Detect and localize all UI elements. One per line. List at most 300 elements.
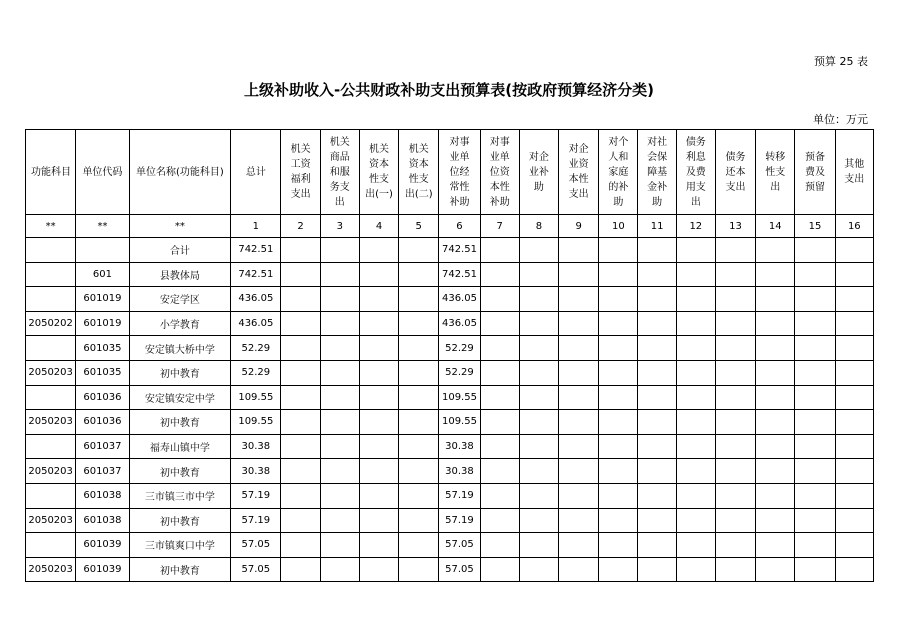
empty-cell [599, 508, 638, 533]
empty-cell [715, 385, 755, 410]
unit-code-cell: 601019 [76, 287, 129, 312]
empty-cell [320, 262, 359, 287]
column-header: 转移性支出 [756, 130, 795, 215]
index-cell: 7 [480, 215, 519, 238]
empty-cell [835, 410, 873, 435]
column-header: 机关工资福利支出 [281, 130, 320, 215]
empty-cell [835, 483, 873, 508]
empty-cell [756, 459, 795, 484]
function-code-cell [26, 287, 76, 312]
empty-cell [638, 360, 676, 385]
table-row [26, 385, 874, 410]
table-row [26, 238, 874, 263]
empty-cell [835, 311, 873, 336]
empty-cell [599, 434, 638, 459]
public-institution-subsidy-cell: 30.38 [439, 434, 480, 459]
unit-name-cell: 安定镇安定中学 [129, 385, 231, 410]
column-header: 单位名称(功能科目) [129, 130, 231, 215]
function-code-cell [26, 336, 76, 361]
empty-cell [399, 262, 439, 287]
unit-name-cell: 安定学区 [129, 287, 231, 312]
empty-cell [638, 336, 676, 361]
empty-cell [359, 410, 398, 435]
empty-cell [676, 533, 715, 558]
empty-cell [638, 287, 676, 312]
table-body [26, 238, 874, 582]
empty-cell [281, 262, 320, 287]
empty-cell [638, 508, 676, 533]
public-institution-subsidy-cell: 52.29 [439, 360, 480, 385]
empty-cell [480, 238, 519, 263]
unit-name-cell: 三市镇爽口中学 [129, 533, 231, 558]
column-header: 机关资本性支出(二) [399, 130, 439, 215]
total-cell: 109.55 [231, 410, 281, 435]
function-code-cell [26, 238, 76, 263]
index-cell: 15 [795, 215, 835, 238]
unit-name-cell: 县教体局 [129, 262, 231, 287]
empty-cell [676, 336, 715, 361]
total-cell: 30.38 [231, 459, 281, 484]
unit-name-cell: 福寿山镇中学 [129, 434, 231, 459]
empty-cell [519, 311, 558, 336]
empty-cell [599, 336, 638, 361]
column-header: 预备费及预留 [795, 130, 835, 215]
index-cell: 2 [281, 215, 320, 238]
empty-cell [559, 385, 599, 410]
total-cell: 57.19 [231, 508, 281, 533]
table-row [26, 533, 874, 558]
empty-cell [795, 434, 835, 459]
empty-cell [559, 336, 599, 361]
empty-cell [320, 336, 359, 361]
unit-name-cell: 合计 [129, 238, 231, 263]
empty-cell [281, 508, 320, 533]
empty-cell [676, 311, 715, 336]
public-institution-subsidy-cell: 57.05 [439, 533, 480, 558]
empty-cell [399, 557, 439, 582]
empty-cell [599, 360, 638, 385]
empty-cell [281, 336, 320, 361]
index-cell: 4 [359, 215, 398, 238]
empty-cell [399, 459, 439, 484]
budget-table [25, 129, 874, 582]
empty-cell [320, 459, 359, 484]
empty-cell [359, 360, 398, 385]
empty-cell [480, 287, 519, 312]
empty-cell [320, 434, 359, 459]
column-header: 单位代码 [76, 130, 129, 215]
table-row [26, 508, 874, 533]
function-code-cell: 2050203 [26, 410, 76, 435]
empty-cell [519, 360, 558, 385]
unit-name-cell: 初中教育 [129, 410, 231, 435]
empty-cell [715, 311, 755, 336]
empty-cell [359, 262, 398, 287]
empty-cell [795, 533, 835, 558]
empty-cell [320, 533, 359, 558]
total-cell: 30.38 [231, 434, 281, 459]
total-cell: 742.51 [231, 262, 281, 287]
empty-cell [756, 483, 795, 508]
public-institution-subsidy-cell: 436.05 [439, 287, 480, 312]
column-header: 对企业资本性支出 [559, 130, 599, 215]
empty-cell [281, 459, 320, 484]
unit-label: 单位：万元 [813, 113, 868, 126]
unit-code-cell: 601038 [76, 483, 129, 508]
empty-cell [559, 434, 599, 459]
empty-cell [399, 410, 439, 435]
unit-code-cell: 601037 [76, 434, 129, 459]
unit-code-cell: 601039 [76, 533, 129, 558]
empty-cell [519, 483, 558, 508]
public-institution-subsidy-cell: 57.19 [439, 508, 480, 533]
empty-cell [359, 311, 398, 336]
empty-cell [676, 557, 715, 582]
empty-cell [676, 508, 715, 533]
empty-cell [399, 533, 439, 558]
empty-cell [480, 533, 519, 558]
empty-cell [599, 410, 638, 435]
empty-cell [359, 557, 398, 582]
empty-cell [281, 557, 320, 582]
empty-cell [320, 508, 359, 533]
empty-cell [835, 533, 873, 558]
empty-cell [756, 238, 795, 263]
empty-cell [676, 410, 715, 435]
empty-cell [715, 410, 755, 435]
empty-cell [559, 311, 599, 336]
empty-cell [559, 238, 599, 263]
table-row [26, 483, 874, 508]
empty-cell [715, 336, 755, 361]
empty-cell [795, 287, 835, 312]
empty-cell [756, 557, 795, 582]
empty-cell [676, 459, 715, 484]
empty-cell [281, 385, 320, 410]
unit-code-cell: 601038 [76, 508, 129, 533]
public-institution-subsidy-cell: 742.51 [439, 262, 480, 287]
total-cell: 52.29 [231, 336, 281, 361]
empty-cell [281, 410, 320, 435]
empty-cell [599, 533, 638, 558]
empty-cell [519, 336, 558, 361]
empty-cell [835, 385, 873, 410]
empty-cell [320, 410, 359, 435]
empty-cell [281, 360, 320, 385]
empty-cell [399, 434, 439, 459]
empty-cell [795, 459, 835, 484]
function-code-cell: 2050203 [26, 508, 76, 533]
empty-cell [281, 483, 320, 508]
table-row [26, 287, 874, 312]
function-code-cell [26, 483, 76, 508]
empty-cell [795, 410, 835, 435]
empty-cell [559, 287, 599, 312]
empty-cell [835, 360, 873, 385]
empty-cell [599, 311, 638, 336]
empty-cell [480, 385, 519, 410]
empty-cell [480, 557, 519, 582]
empty-cell [638, 410, 676, 435]
empty-cell [559, 557, 599, 582]
empty-cell [715, 557, 755, 582]
unit-name-cell: 安定镇大桥中学 [129, 336, 231, 361]
table-row [26, 311, 874, 336]
empty-cell [756, 508, 795, 533]
empty-cell [281, 434, 320, 459]
empty-cell [519, 459, 558, 484]
table-row [26, 336, 874, 361]
empty-cell [399, 483, 439, 508]
empty-cell [480, 360, 519, 385]
empty-cell [676, 483, 715, 508]
empty-cell [756, 336, 795, 361]
empty-cell [715, 459, 755, 484]
empty-cell [795, 385, 835, 410]
unit-name-cell: 小学教育 [129, 311, 231, 336]
empty-cell [638, 238, 676, 263]
header-row [26, 130, 874, 215]
empty-cell [835, 336, 873, 361]
empty-cell [599, 385, 638, 410]
column-header: 对事业单位经常性补助 [439, 130, 480, 215]
empty-cell [480, 459, 519, 484]
document-title: 上级补助收入-公共财政补助支出预算表(按政府预算经济分类) [244, 81, 654, 99]
unit-code-cell [76, 238, 129, 263]
unit-name-cell: 初中教育 [129, 459, 231, 484]
index-cell: 14 [756, 215, 795, 238]
empty-cell [519, 262, 558, 287]
empty-cell [795, 262, 835, 287]
empty-cell [559, 508, 599, 533]
empty-cell [399, 336, 439, 361]
empty-cell [715, 508, 755, 533]
empty-cell [480, 262, 519, 287]
empty-cell [638, 262, 676, 287]
table-row [26, 262, 874, 287]
empty-cell [399, 311, 439, 336]
empty-cell [399, 385, 439, 410]
function-code-cell [26, 262, 76, 287]
empty-cell [359, 336, 398, 361]
unit-code-cell: 601036 [76, 385, 129, 410]
table-row [26, 410, 874, 435]
index-cell: 9 [559, 215, 599, 238]
empty-cell [795, 557, 835, 582]
empty-cell [480, 483, 519, 508]
empty-cell [281, 287, 320, 312]
empty-cell [756, 410, 795, 435]
empty-cell [756, 385, 795, 410]
function-code-cell [26, 385, 76, 410]
empty-cell [638, 311, 676, 336]
table-row [26, 459, 874, 484]
empty-cell [399, 508, 439, 533]
total-cell: 57.19 [231, 483, 281, 508]
total-cell: 436.05 [231, 287, 281, 312]
empty-cell [480, 508, 519, 533]
empty-cell [756, 360, 795, 385]
total-cell: 57.05 [231, 557, 281, 582]
empty-cell [676, 434, 715, 459]
empty-cell [480, 311, 519, 336]
function-code-cell: 2050203 [26, 360, 76, 385]
column-header: 对企业补助 [519, 130, 558, 215]
public-institution-subsidy-cell: 30.38 [439, 459, 480, 484]
empty-cell [599, 557, 638, 582]
index-cell: 1 [231, 215, 281, 238]
empty-cell [835, 508, 873, 533]
table-row [26, 434, 874, 459]
empty-cell [638, 385, 676, 410]
empty-cell [715, 287, 755, 312]
column-header: 债务利息及费用支出 [676, 130, 715, 215]
empty-cell [320, 360, 359, 385]
index-cell: 12 [676, 215, 715, 238]
function-code-cell: 2050203 [26, 459, 76, 484]
unit-code-cell: 601036 [76, 410, 129, 435]
empty-cell [320, 557, 359, 582]
empty-cell [480, 336, 519, 361]
index-cell: 3 [320, 215, 359, 238]
total-cell: 57.05 [231, 533, 281, 558]
empty-cell [359, 459, 398, 484]
empty-cell [795, 336, 835, 361]
empty-cell [399, 287, 439, 312]
empty-cell [519, 410, 558, 435]
empty-cell [715, 434, 755, 459]
table-row [26, 557, 874, 582]
index-cell: ** [26, 215, 76, 238]
empty-cell [519, 434, 558, 459]
empty-cell [835, 287, 873, 312]
empty-cell [835, 238, 873, 263]
empty-cell [519, 238, 558, 263]
form-number: 预算 25 表 [814, 55, 868, 68]
empty-cell [638, 533, 676, 558]
empty-cell [756, 533, 795, 558]
empty-cell [399, 238, 439, 263]
column-header: 对社会保障基金补助 [638, 130, 676, 215]
empty-cell [359, 483, 398, 508]
index-cell: 6 [439, 215, 480, 238]
public-institution-subsidy-cell: 742.51 [439, 238, 480, 263]
empty-cell [676, 385, 715, 410]
empty-cell [715, 483, 755, 508]
unit-code-cell: 601035 [76, 360, 129, 385]
empty-cell [599, 287, 638, 312]
total-cell: 742.51 [231, 238, 281, 263]
column-header: 总计 [231, 130, 281, 215]
table-row [26, 360, 874, 385]
empty-cell [359, 508, 398, 533]
empty-cell [715, 262, 755, 287]
empty-cell [519, 508, 558, 533]
unit-code-cell: 601037 [76, 459, 129, 484]
empty-cell [676, 360, 715, 385]
empty-cell [320, 287, 359, 312]
empty-cell [835, 459, 873, 484]
total-cell: 109.55 [231, 385, 281, 410]
column-header: 对事业单位资本性补助 [480, 130, 519, 215]
empty-cell [480, 434, 519, 459]
empty-cell [756, 262, 795, 287]
index-cell: 10 [599, 215, 638, 238]
function-code-cell: 2050203 [26, 557, 76, 582]
empty-cell [795, 483, 835, 508]
empty-cell [559, 459, 599, 484]
unit-code-cell: 601035 [76, 336, 129, 361]
column-header: 对个人和家庭的补助 [599, 130, 638, 215]
empty-cell [638, 483, 676, 508]
index-row [26, 215, 874, 238]
index-cell: ** [129, 215, 231, 238]
column-header: 机关商品和服务支出 [320, 130, 359, 215]
empty-cell [756, 434, 795, 459]
empty-cell [835, 434, 873, 459]
empty-cell [795, 508, 835, 533]
empty-cell [399, 360, 439, 385]
empty-cell [359, 533, 398, 558]
empty-cell [676, 287, 715, 312]
unit-name-cell: 初中教育 [129, 557, 231, 582]
empty-cell [599, 262, 638, 287]
empty-cell [715, 360, 755, 385]
public-institution-subsidy-cell: 57.19 [439, 483, 480, 508]
index-cell: 13 [715, 215, 755, 238]
empty-cell [359, 287, 398, 312]
empty-cell [638, 459, 676, 484]
empty-cell [599, 238, 638, 263]
empty-cell [559, 360, 599, 385]
empty-cell [835, 557, 873, 582]
empty-cell [559, 533, 599, 558]
column-header: 机关资本性支出(一) [359, 130, 398, 215]
empty-cell [559, 483, 599, 508]
public-institution-subsidy-cell: 436.05 [439, 311, 480, 336]
index-cell: 16 [835, 215, 873, 238]
empty-cell [676, 238, 715, 263]
empty-cell [519, 287, 558, 312]
empty-cell [519, 385, 558, 410]
empty-cell [281, 238, 320, 263]
empty-cell [756, 311, 795, 336]
empty-cell [559, 262, 599, 287]
empty-cell [676, 262, 715, 287]
index-cell: 5 [399, 215, 439, 238]
empty-cell [359, 238, 398, 263]
empty-cell [281, 311, 320, 336]
index-cell: 11 [638, 215, 676, 238]
empty-cell [599, 483, 638, 508]
empty-cell [320, 238, 359, 263]
public-institution-subsidy-cell: 52.29 [439, 336, 480, 361]
empty-cell [835, 262, 873, 287]
unit-name-cell: 初中教育 [129, 508, 231, 533]
public-institution-subsidy-cell: 109.55 [439, 410, 480, 435]
empty-cell [599, 459, 638, 484]
function-code-cell [26, 434, 76, 459]
empty-cell [480, 410, 519, 435]
index-cell: ** [76, 215, 129, 238]
empty-cell [795, 311, 835, 336]
public-institution-subsidy-cell: 57.05 [439, 557, 480, 582]
public-institution-subsidy-cell: 109.55 [439, 385, 480, 410]
column-header: 债务还本支出 [715, 130, 755, 215]
empty-cell [359, 385, 398, 410]
empty-cell [320, 385, 359, 410]
unit-code-cell: 601 [76, 262, 129, 287]
